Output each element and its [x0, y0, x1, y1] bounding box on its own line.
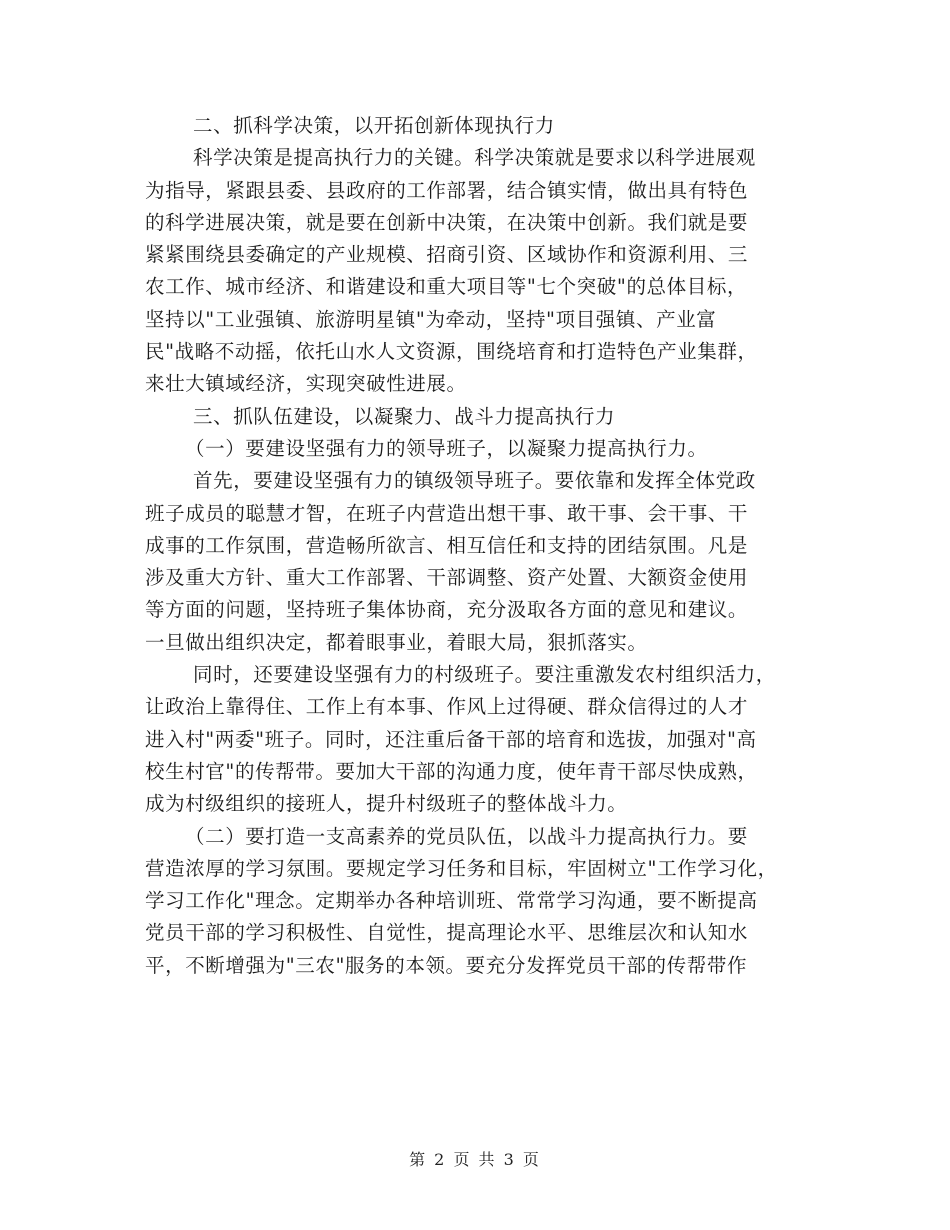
paragraph-line: 学习工作化"理念。定期举办各种培训班、常常学习沟通，要不断提高 [145, 889, 758, 913]
paragraph-line: 农工作、城市经济、和谐建设和重大项目等"七个突破"的总体目标， [145, 275, 748, 299]
paragraph-line: 科学决策是提高执行力的关键。科学决策就是要求以科学进展观 [193, 146, 756, 170]
paragraph-line: 进入村"两委"班子。同时，还注重后备干部的培育和选拔，加强对"高 [145, 727, 757, 751]
subsection-heading-1: （一）要建设坚强有力的领导班子，以凝聚力提高执行力。 [185, 436, 708, 460]
paragraph-line: 等方面的问题，坚持班子集体协商，充分汲取各方面的意见和建议。 [145, 598, 749, 622]
paragraph-line: 为指导，紧跟县委、县政府的工作部署，结合镇实情，做出具有特色 [145, 178, 749, 202]
paragraph-line: 首先，要建设坚强有力的镇级领导班子。要依靠和发挥全体党政 [193, 469, 756, 493]
section-heading-3: 三、抓队伍建设，以凝聚力、战斗力提高执行力 [193, 404, 616, 428]
paragraph-line: 党员干部的学习积极性、自觉性，提高理论水平、思维层次和认知水 [145, 921, 749, 945]
paragraph-line: 成为村级组织的接班人，提升村级班子的整体战斗力。 [145, 792, 628, 816]
paragraph-line: 班子成员的聪慧才智，在班子内营造出想干事、敢干事、会干事、干 [145, 501, 749, 525]
paragraph-line: 来壮大镇域经济，实现突破性进展。 [145, 372, 467, 396]
page-footer: 第 2 页 共 3 页 [409, 1150, 541, 1169]
paragraph-line: 同时，还要建设坚强有力的村级班子。要注重激发农村组织活力， [193, 663, 776, 687]
subsection-heading-2: （二）要打造一支高素养的党员队伍，以战斗力提高执行力。要 [185, 824, 748, 848]
paragraph-line: 民"战略不动摇，依托山水人文资源，围绕培育和打造特色产业集群， [145, 340, 758, 364]
paragraph-line: 成事的工作氛围，营造畅所欲言、相互信任和支持的团结氛围。凡是 [145, 533, 749, 557]
paragraph-line: 平，不断增强为"三农"服务的本领。要充分发挥党员干部的传帮带作 [145, 953, 748, 977]
paragraph-line: 营造浓厚的学习氛围。要规定学习任务和目标，牢固树立"工作学习化， [145, 856, 778, 880]
paragraph-line: 坚持以"工业强镇、旅游明星镇"为牵动，坚持"项目强镇、产业富 [145, 307, 717, 331]
paragraph-line: 涉及重大方针、重大工作部署、干部调整、资产处置、大额资金使用 [145, 566, 749, 590]
section-heading-2: 二、抓科学决策，以开拓创新体现执行力 [193, 114, 555, 137]
paragraph-line: 让政治上靠得住、工作上有本事、作风上过得硬、群众信得过的人才 [145, 695, 749, 719]
paragraph-line: 一旦做出组织决定，都着眼事业，着眼大局，狠抓落实。 [145, 630, 648, 654]
paragraph-line: 校生村官"的传帮带。要加大干部的沟通力度，使年青干部尽快成熟， [145, 759, 758, 783]
paragraph-line: 紧紧围绕县委确定的产业规模、招商引资、区域协作和资源利用、三 [145, 243, 749, 267]
document-body [145, 110, 805, 982]
paragraph-line: 的科学进展决策，就是要在创新中决策，在决策中创新。我们就是要 [145, 210, 749, 234]
